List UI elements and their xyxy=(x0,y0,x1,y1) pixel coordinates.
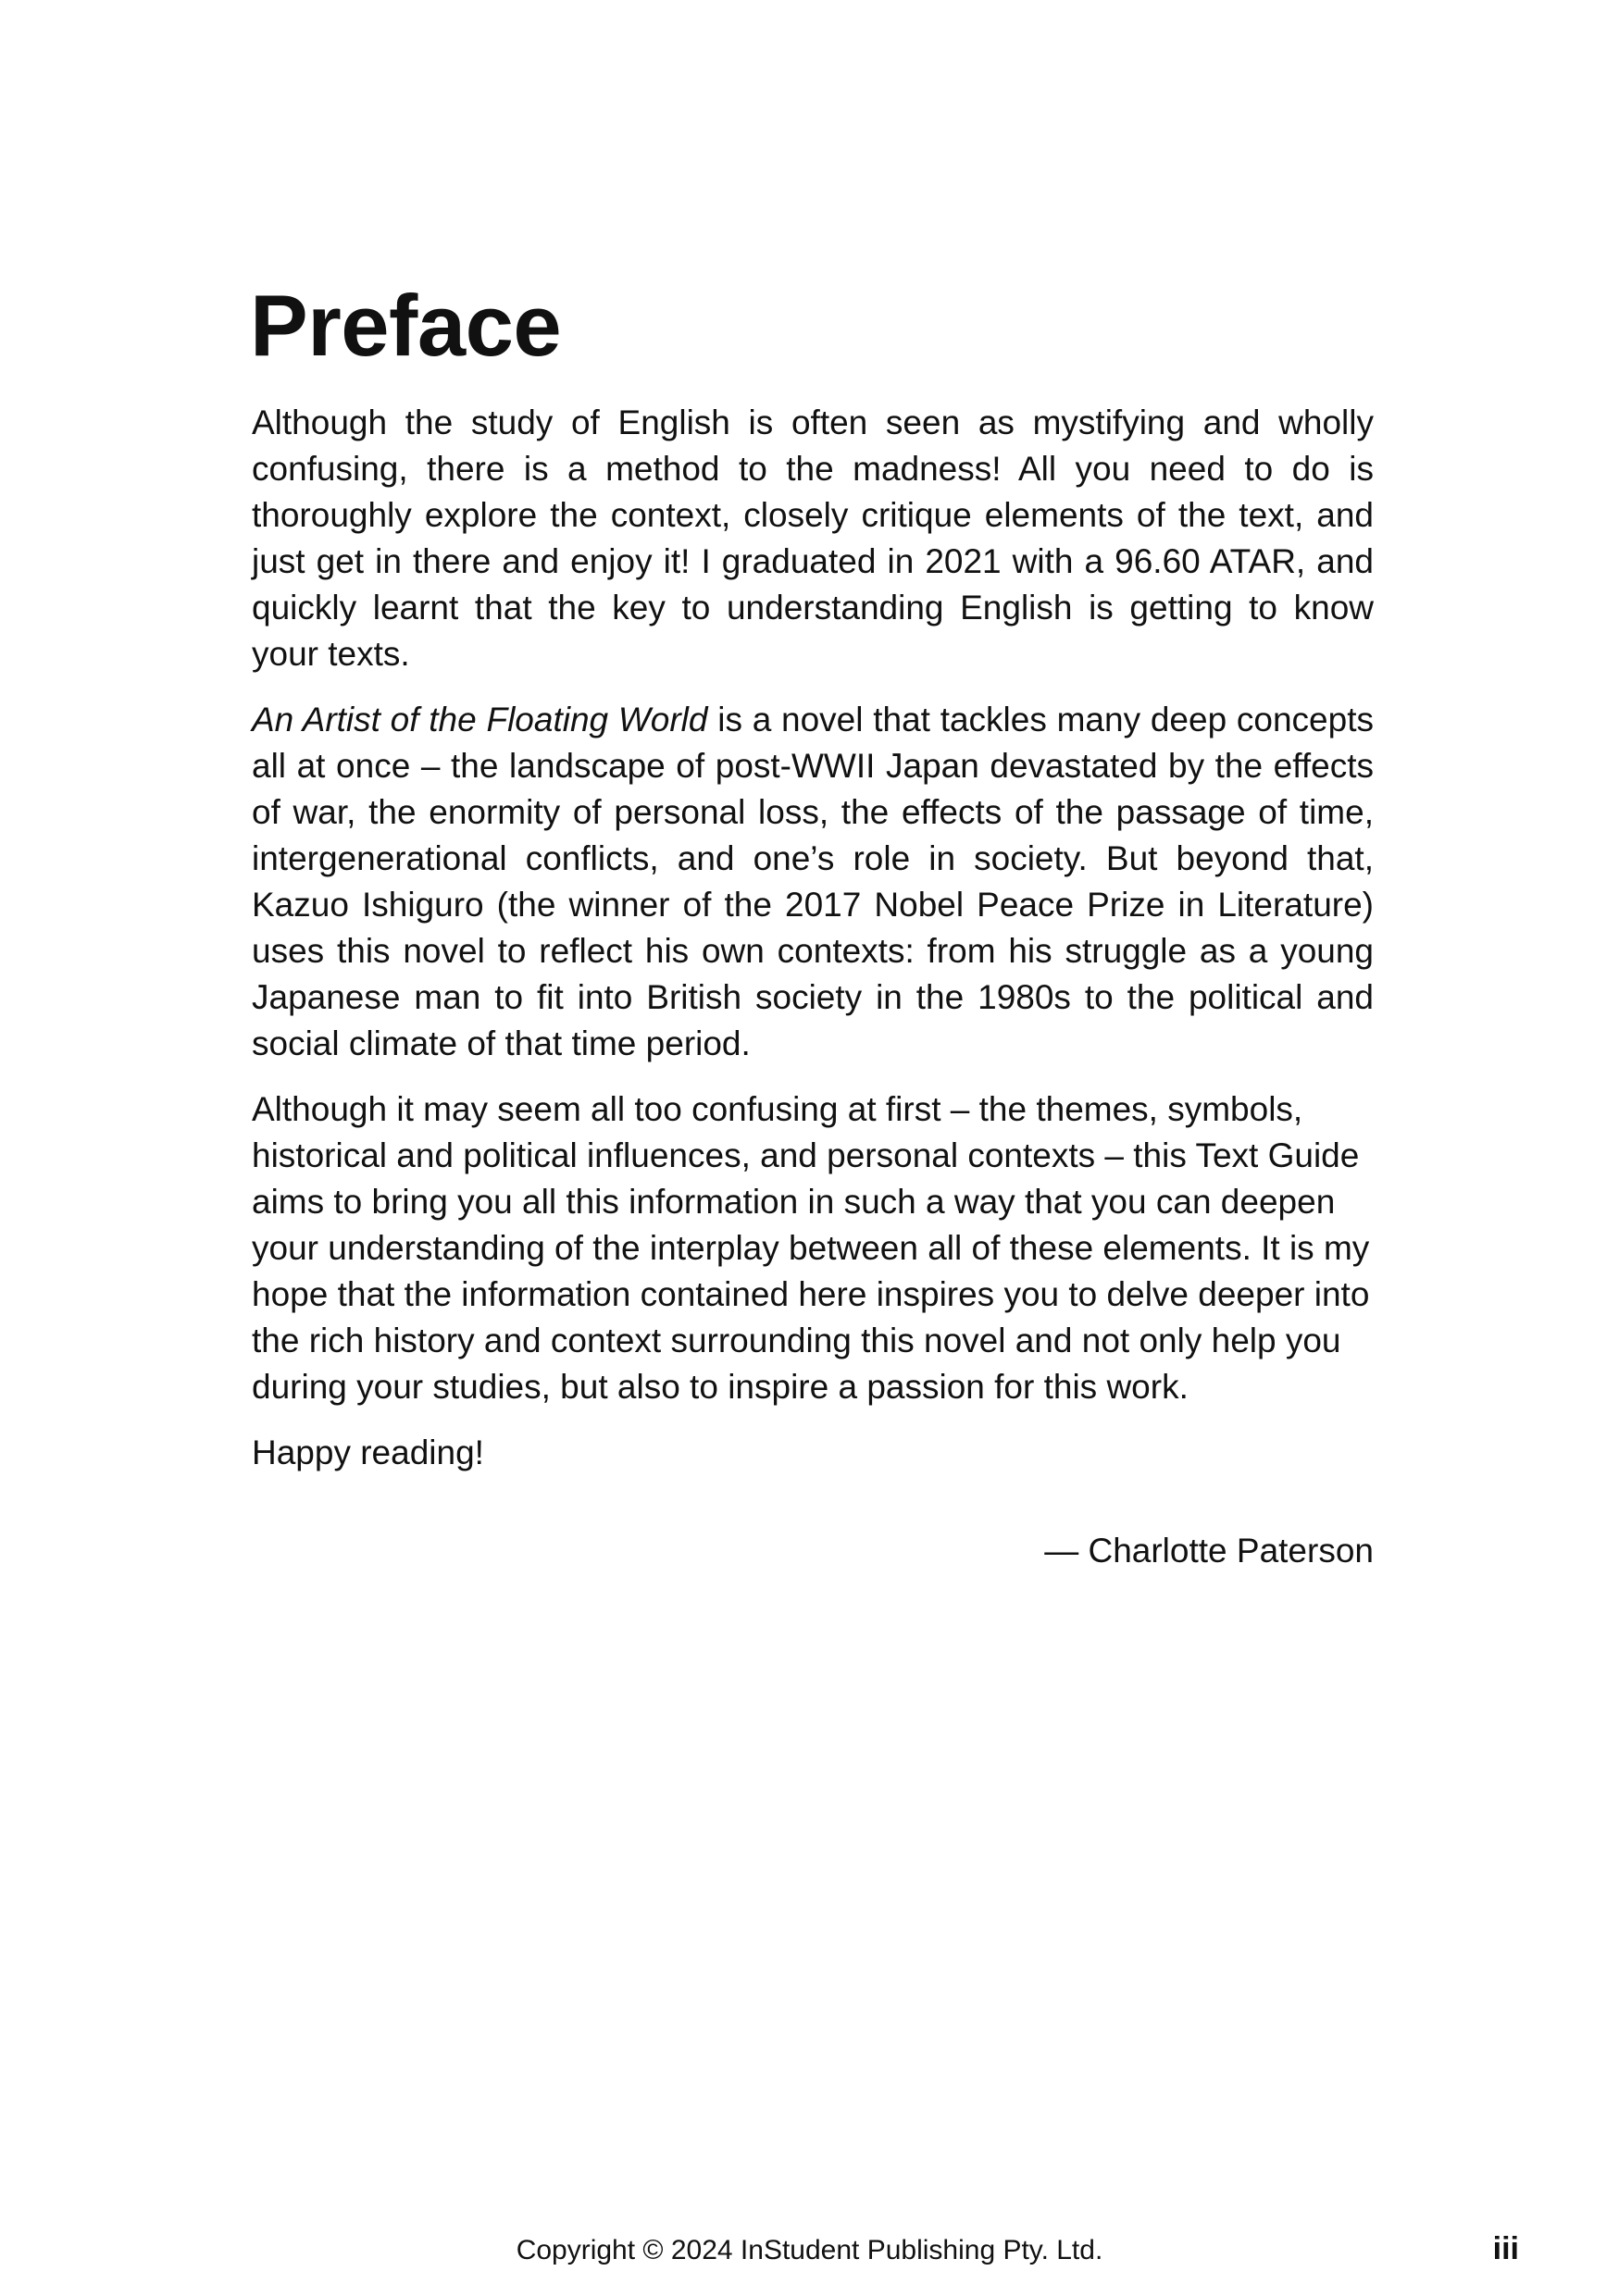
author-signature: — Charlotte Paterson xyxy=(1044,1532,1374,1570)
preface-body xyxy=(252,400,1374,1496)
paragraph-guide: Although it may seem all too confusing at first – the themes, symbols, historical and political influences, and personal contexts – this Text Guide aims to bring you all this information in such a way that you can deepen your understanding of the interplay between all of these elements. It is my hope that the information contained here inspires you to delve deeper into the rich history and context surrounding this novel and not only help you during your studies, but also to inspire a passion for this work. xyxy=(252,1090,1370,1406)
paragraph-novel xyxy=(252,697,1374,1067)
book-title: An Artist of the Floating World xyxy=(252,701,708,738)
page-number: iii xyxy=(1492,2231,1519,2266)
signoff: Happy reading! xyxy=(252,1433,484,1471)
paragraph-intro: Although the study of English is often seen as mystifying and wholly confusing, there is a method to the madness! All you need to do is thoroughly explore the context, closely critique elements of the text, and just get in there and enjoy it! I graduated in 2021 with a 96.60 ATAR, and quickly learnt that the key to understanding English is getting to know your texts. xyxy=(252,403,1374,673)
paragraph-novel-text: is a novel that tackles many deep concepts all at once – the landscape of post-WWII Japan devastated by the effects of war, the enormity of personal loss, the effects of the passage of time, intergenerational conflicts, and one’s role in society. But beyond that, Kazuo Ishiguro (the winner of the 2017 Nobel Peace Prize in Literature) uses this novel to reflect his own contexts: from his struggle as a young Japanese man to fit into British society in the 1980s to the political and social climate of that time period. xyxy=(252,701,1374,1062)
footer-copyright: Copyright © 2024 InStudent Publishing Pty. Ltd. xyxy=(516,2235,1103,2265)
page-title: Preface xyxy=(250,277,562,374)
